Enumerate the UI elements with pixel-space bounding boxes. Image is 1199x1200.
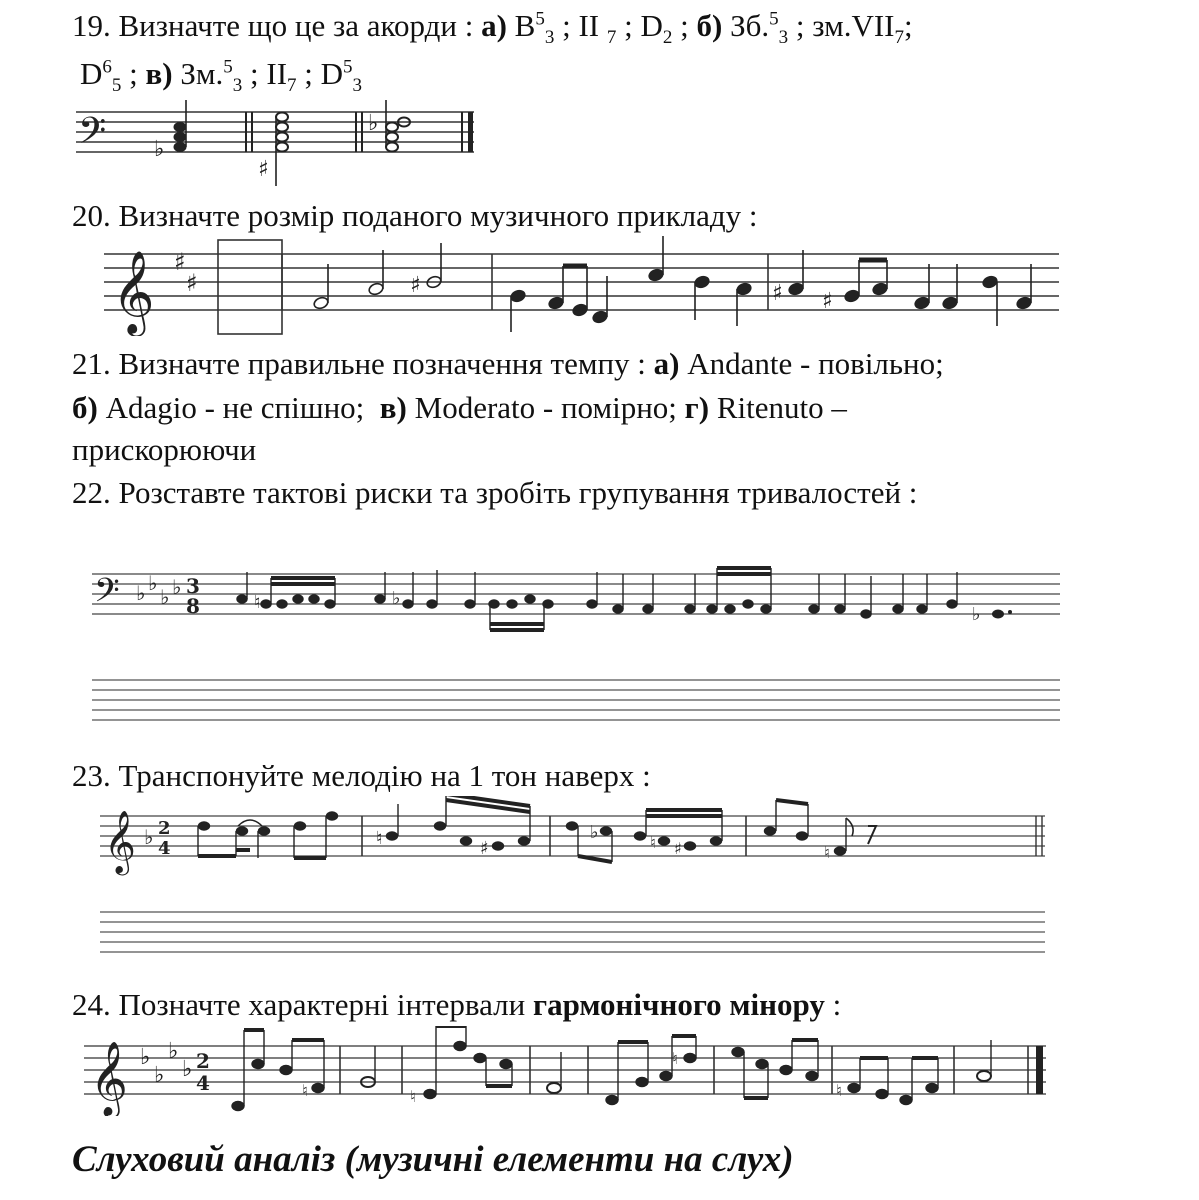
natural-icon: ♮	[836, 1081, 842, 1100]
flat-icon: ♭	[136, 581, 146, 605]
flat-icon: ♭	[160, 585, 170, 609]
q21-number: 21.	[72, 346, 111, 381]
note	[368, 282, 385, 296]
q21-line1	[72, 346, 944, 382]
q23-number: 23.	[72, 758, 111, 793]
q19-option-a-mark: а)	[481, 8, 507, 43]
q21-option-c-text: Moderato - помірно;	[414, 390, 677, 425]
q19-c1: Зм.$^5_3$ ;	[180, 56, 259, 97]
sharp-icon: ♯	[822, 289, 833, 314]
q19-option-c-mark: в)	[145, 56, 173, 91]
q20-text: Визначте розмір поданого музичного прикладу :	[118, 198, 758, 233]
flat-icon: ♭	[590, 822, 599, 843]
note	[844, 289, 861, 303]
flat-icon: ♭	[140, 1045, 151, 1070]
q19-line2	[80, 56, 363, 97]
q19-option-b-mark: б)	[696, 8, 723, 43]
q22-line	[72, 475, 917, 511]
sharp-icon: ♯	[772, 281, 783, 306]
time-signature-bottom: 8	[186, 594, 200, 618]
treble-clef-icon: 𝄞	[104, 810, 136, 873]
q19-c2: $II_7$ ;	[266, 56, 313, 97]
sharp-icon: ♯	[674, 839, 682, 858]
note	[592, 310, 609, 324]
flat-icon: ♭	[368, 111, 379, 136]
q21-text: Визначте правильне позначення темпу :	[118, 346, 646, 381]
q23-text: Транспонуйте мелодію на 1 тон наверх :	[118, 758, 651, 793]
q19-c3: $D^5_3$	[320, 56, 363, 97]
flat-icon: ♭	[172, 575, 182, 599]
time-signature-top: 2	[158, 818, 171, 839]
q24-bold-text: гармонічного мінору	[533, 987, 825, 1022]
flat-icon: ♭	[972, 604, 981, 625]
bass-clef-icon: 𝄢	[94, 572, 120, 618]
natural-icon: ♮	[254, 592, 261, 613]
q24-text: Позначте характерні інтервали	[118, 987, 526, 1022]
dotted-quarter-note	[992, 610, 1004, 619]
q22-number: 22.	[72, 475, 111, 510]
q19-b2: $зм.VII_7$;	[812, 8, 913, 49]
half-note	[547, 1083, 561, 1093]
q22-answer-staff	[92, 676, 1064, 726]
q21-option-c-mark: в)	[379, 390, 407, 425]
natural-icon: ♮	[650, 833, 656, 852]
note	[648, 268, 665, 282]
natural-icon: ♮	[302, 1081, 308, 1100]
natural-icon: ♮	[410, 1087, 416, 1106]
final-barline	[468, 112, 473, 152]
q24-number: 24.	[72, 987, 111, 1022]
bass-clef-icon: 𝄢	[78, 110, 107, 161]
sharp-icon: ♯	[480, 838, 489, 859]
q21-line3	[72, 432, 256, 468]
q20-melody-staff	[104, 236, 1064, 336]
note	[788, 282, 805, 296]
note	[914, 296, 931, 310]
q19-a3: $D_2$ ;	[640, 8, 689, 49]
q24-line	[72, 987, 841, 1023]
note	[694, 275, 711, 289]
note	[572, 303, 589, 317]
q19-text: Визначте що це за акорди :	[118, 8, 474, 43]
natural-icon: ♮	[824, 843, 830, 862]
flat-icon: ♭	[148, 571, 158, 595]
q21-option-d-continued: прискорюючи	[72, 432, 257, 467]
sharp-icon: ♯	[258, 157, 269, 182]
q24-colon: :	[832, 987, 842, 1022]
q21-option-a-mark: а)	[653, 346, 680, 381]
sharp-icon: ♯	[174, 248, 186, 276]
q20-number: 20.	[72, 198, 111, 233]
q19-a1: $B^5_3$ ;	[514, 8, 571, 49]
eighth-rest	[868, 826, 876, 844]
note	[982, 275, 999, 289]
q23-melody-staff	[100, 796, 1050, 886]
q21-option-b-mark: б)	[72, 390, 98, 425]
q19-number: 19.	[72, 8, 111, 43]
half-note	[977, 1071, 991, 1081]
q19-b1: Зб.$^5_3$ ;	[730, 8, 805, 49]
q23-answer-staff	[100, 908, 1050, 960]
time-signature-bottom: 4	[158, 838, 171, 859]
q21-option-d-mark: г)	[684, 390, 710, 425]
final-barline	[1036, 1046, 1043, 1094]
q23-line	[72, 758, 651, 794]
q19-chord-staff	[74, 100, 484, 190]
note	[313, 296, 330, 310]
q19-a2: II $_7$ ;	[578, 8, 633, 49]
natural-icon: ♮	[376, 828, 383, 849]
note	[510, 289, 527, 303]
q24-melody-staff	[84, 1026, 1050, 1116]
q21-line2	[72, 390, 847, 426]
note	[548, 296, 565, 310]
sharp-icon: ♯	[410, 273, 421, 298]
time-signature-top: 3	[186, 574, 200, 598]
q21-option-a-text: Andante - повільно;	[687, 346, 944, 381]
q20-line	[72, 198, 758, 234]
chord-a	[174, 100, 186, 152]
chord-c	[386, 100, 410, 152]
q21-option-b-text: Adagio - не спішно;	[105, 390, 365, 425]
q22-rhythm-staff	[92, 560, 1064, 640]
q21-option-d-text: Ritenuto –	[716, 390, 847, 425]
q22-text: Розставте тактові риски та зробіть групування тривалостей :	[118, 475, 918, 510]
flat-icon: ♭	[168, 1039, 179, 1064]
sharp-icon: ♯	[186, 269, 198, 297]
treble-clef-icon: 𝄞	[112, 249, 155, 333]
flat-icon: ♭	[182, 1057, 193, 1082]
ear-training-heading: Слуховий аналіз (музичні елементи на слух)	[72, 1139, 794, 1180]
flat-icon: ♭	[154, 137, 165, 162]
chord-b	[276, 113, 288, 187]
note	[1016, 296, 1033, 310]
note	[872, 282, 889, 296]
q19-line1	[72, 8, 913, 49]
natural-icon: ♮	[672, 1049, 678, 1068]
flat-icon: ♭	[144, 825, 154, 849]
time-signature-bottom: 4	[196, 1071, 210, 1095]
q19-b3: $D^6_5$ ;	[80, 56, 138, 97]
treble-clef-icon: 𝄞	[90, 1042, 128, 1116]
flat-icon: ♭	[392, 588, 401, 609]
flat-icon: ♭	[154, 1063, 165, 1088]
note	[736, 282, 753, 296]
time-signature-top: 2	[196, 1049, 210, 1073]
note	[942, 296, 959, 310]
